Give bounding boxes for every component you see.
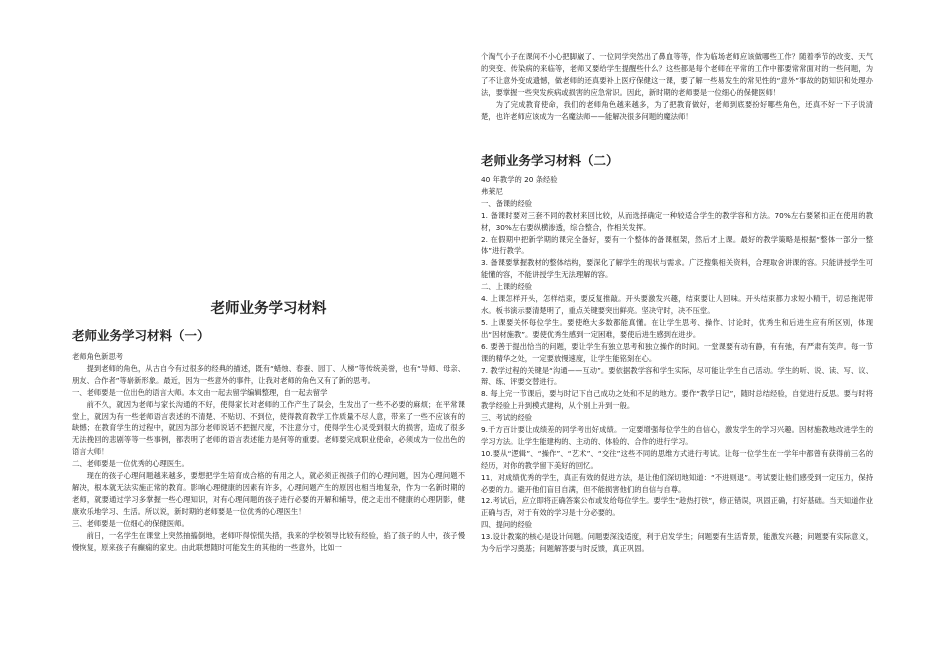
text-line: 3. 备课要掌握教材的整体结构，要深化了解学生的现状与需求。广泛搜集相关资料，合理取舍讲课的容。只能讲授学生可能懂的容，不能讲授学生无法理解的容。 [481,258,873,280]
text-line: 11．对成绩优秀的学生，真正有效的促进方法，是让他们深切地知道：“不进则退”。考试要让他们感受到一定压力，保持必要的力。避开他们盲目自满，但不能损害他们的自信与自尊。 [481,472,873,494]
section-one [72,327,465,553]
text-line: 7. 教学过程的关键是“沟通——互动”。要依据教学容和学生实际，尽可能让学生自己活动。学生的听、说、读、写、议、辩、练、评要交替进行。 [481,365,873,387]
section-two [481,152,873,555]
section-one-heading: 老师业务学习材料（一） [72,328,210,343]
text-line: 6. 要善于提出恰当的问题，要让学生有独立思考和独立操作的时间。一堂课要有动有静，有有弛，有严肃有笑声。每一节课的精华之处，一定要放慢速度，让学生能铭刻在心。 [481,341,873,363]
text-line: 10.要从“逻辑”、“操作”、“艺术”、“交往”这些不同的思维方式进行考试。让每一位学生在一学年中都曾有获得前三名的经历，对你的教学留下美好的回忆。 [481,448,873,470]
text-line: 2. 在假期中把新学期的课完全备好，要有一个整体的备课框架，然后才上课。最好的教学策略是根据“整体一部分一整体”进行教学。 [481,234,873,256]
section-one-continued [481,51,873,122]
text-line: 1. 备课时要对三套不同的教材来回比较，从而选择确定一种较适合学生的教学容和方法。70%左右要紧扣正在使用的教材，30%左右要纵横渗透，综合整合，作相关发挥。 [481,210,873,232]
text-line: 9.千方百计要让成绩差的同学考出好成绩。一定要增强每位学生的自信心，激发学生的学习兴趣。因材施教地改进学生的学习方法。让学生能建构的、主动的、体验的、合作的进行学习。 [481,425,873,446]
text-line: 二、上课的经验 [481,282,533,292]
paragraph: 为了完成教育使命，我们的老师角色越来越多，为了把教育做好，老师到底要扮好哪些角色，还真不好一下子说清楚，也许老师应该成为一名魔法师——能解决很多问题的魔法师！ [481,99,873,121]
text-line: 一、备课的经验 [481,198,533,208]
paragraph: 提到老师的角色，从古自今有过很多的经典的描述，既有“蜡烛、春蚕、园丁、人梯”等传统美誉，也有“导师、母亲、朋友、合作者”等崭新形象。最近，因为一些意外的事件，让我对老师的角色又有了新的思考。 [72,363,465,385]
text-line: 四、提问的经验 [481,520,533,530]
text-line: 弗莱尼 [481,186,503,196]
paragraph: 个淘气小子在课间不小心把脚崴了、一位同学突然出了鼻血等等，作为临场老师应该做哪些工作？随着季节的改变、天气的突变、传染病的来临等，老师又要给学生提醒些什么？这些都是每个老师在平常的工作中都要常常面对的一些问题，为了不让意外变成遗憾，做老师的还真要补上医疗保健这一课，要了解一些易发生的常见性的“意外”事故的防知识和处理办法，要掌握一些突发疾病或损害的应急常识。因此，新时期的老师要是一位细心的保健医师！ [481,52,873,97]
paragraph-heading: 三、老师要是一位细心的保健医师。 [72,518,189,528]
text-line: 三、考试的经验 [481,413,533,423]
paragraph: 前不久，就因为老师与家长沟通的不好，使得家长对老师的工作产生了误会，生发出了一些不必要的麻烦；在平常课堂上，就因为有一些老师语言表述的不清楚、不贴切、不到位，使得教育教学工作质量不尽人意，带来了一些不应该有的缺憾；在教育学生的过程中，就因为部分老师说话不把握尺度，不注意分寸，使得学生心灵受到很大的损害，造成了很多无法挽回的悲剧等等一些事例，都表明了老师的语言表述能力是何等的重要。老师要完成职业使命，必须成为一位出色的语言大师！ [72,399,465,457]
text-line: 4. 上课怎样开头，怎样结束，要反复推敲。开头要激发兴趣，结束要让人回味。开头结束都力求短小精干，切忌拖泥带水。板书演示要清楚明了，重点关键要突出鲜亮。坚决守时，决不压堂。 [481,294,873,315]
paragraph: 前日，一名学生在课堂上突然抽搐倒地，老师吓得惊慌失措，我来的学校领导比较有经验，掐了孩子的人中，孩子慢慢恢复，原来孩子有癫痫的家史。由此联想随时可能发生的其他的一些意外，比如一 [72,530,465,552]
document-title: 老师业务学习材料 [210,301,327,317]
text-line: 5. 上课要关怀每位学生。要使绝大多数都能真懂。在让学生思考、操作、讨论时，优秀生和后进生应有所区别，体现出“因材施教”。要使优秀生感到一定困难，要使后进生感到在进步。 [481,317,873,339]
section-two-heading: 老师业务学习材料（二） [481,153,619,168]
paragraph-heading: 二、老师要是一位优秀的心理医生。 [72,459,189,469]
text-line: 40 年教学的 20 条经验 [481,175,558,184]
paragraph-heading: 一、老师要是一位出色的语言大师。本文由一起去留学编辑整理，自一起去留学 [72,387,328,397]
section-one-subtitle: 老师角色新思考 [72,352,124,361]
paragraph: 现在的孩子心理问题越来越多，要想把学生培育成合格的有用之人，就必须正视孩子们的心理问题，因为心理问题不解决，根本就无法实施正常的教育。影响心理健康的因素有许多，心理问题产生的原因也相当地复杂，作为一名新时期的老师，就要通过学习多掌握一些心理知识，对有心理问题的孩子进行必要的开解和辅导，使之走出不健康的心理阴影，健康欢乐地学习、生活。所以说，新时期的老师要是一位优秀的心理医生！ [72,471,465,516]
text-line: 8. 每上完一节课后，要与时记下自己成功之处和不足的地方。要作“教学日记”，随时总结经验，自觉进行反思。要与时将教学经验上升到模式建构，从个别上升到一般。 [481,389,873,411]
text-line: 13.设计教案的核心是设计问题。问题要深浅适度，利于启发学生；问题要有生活背景，能激发兴趣；问题要有实际意义，为今后学习奠基；问题解答要与时反馈，真正巩固。 [481,532,873,554]
text-line: 12.考试后，应立即将正确答案公布或发给每位学生。要学生“趁热打铁”，修正错误，巩固正确，打好基础。当天知道作业正确与否，对于有效的学习是十分必要的。 [481,496,873,518]
